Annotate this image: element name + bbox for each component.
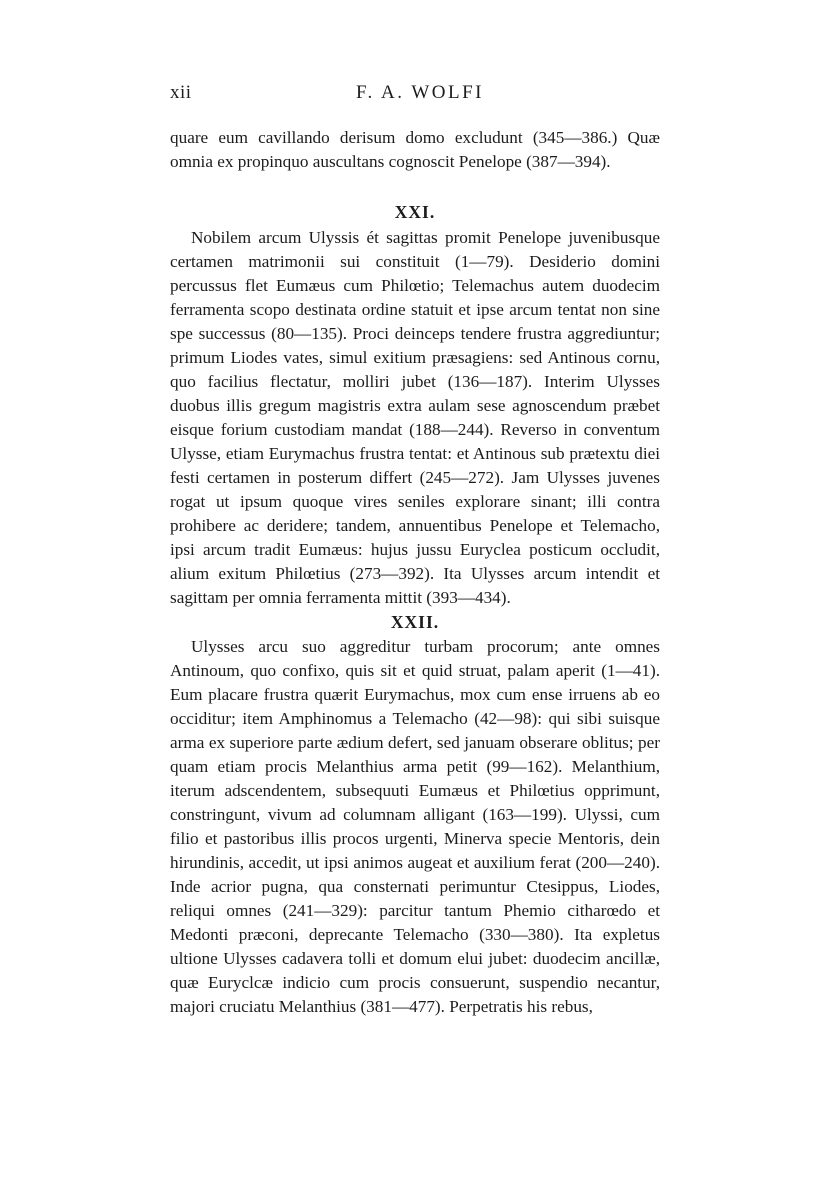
running-title: F. A. WOLFI (355, 82, 485, 103)
section-paragraph-xxi: Nobilem arcum Ulyssis ét sagittas promit Penelope juvenibusque certamen matrimonii sui constituit (1—79). Desiderio domini percussus flet Eumæus cum Philœtio; Telemachus autem duodecim ferramenta scopo destinata ordine statuit et ipse arcum tentat non sine spe successus (80—135). Proci deinceps tendere frustra aggrediuntur; primum Liodes vates, simul exitium præsagiens: sed Antinous cornu, quo facilius flectatur, molliri jubet (136—187). Interim Ulysses duobus illis gregum magistris extra aulam sese agnoscendum præbet eisque forium custodiam mandat (188—244). Reverso in conventum Ulysse, etiam Eurymachus frustra tentat: et Antinous sub prætextu diei festi certamen in posterum differt (245—272). Jam Ulysses juvenes rogat ut ipsum quoque vires seniles explorare sinant; illi contra prohibere ac deridere; tandem, annuentibus Penelope et Telemacho, ipsi arcum tradit Eumæus: hujus jussu Euryclea posticum occludit, alium exitum Philœtius (273—392). Ita Ulysses arcum intendit et sagittam per omnia ferramenta mittit (393—434). (170, 228, 660, 607)
section-heading-xxi: XXI. (394, 202, 436, 222)
section-paragraph-xxii: Ulysses arcu suo aggreditur turbam procorum; ante omnes Antinoum, quo confixo, quis sit et quid struat, palam aperit (1—41). Eum placare frustra quærit Eurymachus, mox cum ense irruens ab eo occiditur; item Amphinomus a Telemacho (42—98): qui sibi suisque arma ex superiore parte ædium defert, sed januam obserare oblitus; per quam etiam procis Melanthius arma petit (99—162). Melanthium, iterum adscendentem, subsequuti Eumæus et Philœtius opprimunt, constringunt, vivum ad columnam alligant (163—199). Ulyssi, cum filio et pastoribus illis procos urgenti, Minerva specie Mentoris, dein hirundinis, accedit, ut ipsi animos augeat et auxilium ferat (200—240). Inde acrior pugna, qua consternati perimuntur Ctesippus, Liodes, reliqui omnes (241—329): parcitur tantum Phemio citharœdo et Medonti præconi, deprecante Telemacho (330—380). Ita expletus ultione Ulysses cadavera tolli et domum elui jubet: duodecim ancillæ, quæ Euryclcæ indicio cum procis consuerunt, suspendio necantur, majori cruciatu Melanthius (381—477). Perpetratis his rebus, (170, 637, 660, 1016)
body-text (170, 126, 660, 1019)
section-heading-xxii: XXII. (390, 612, 440, 632)
opening-paragraph: quare eum cavillando derisum domo excludunt (345—386.) Quæ omnia ex propinquo auscultans cognoscit Penelope (387—394). (170, 128, 660, 171)
page-number: xii (170, 82, 192, 103)
running-head (170, 82, 670, 108)
